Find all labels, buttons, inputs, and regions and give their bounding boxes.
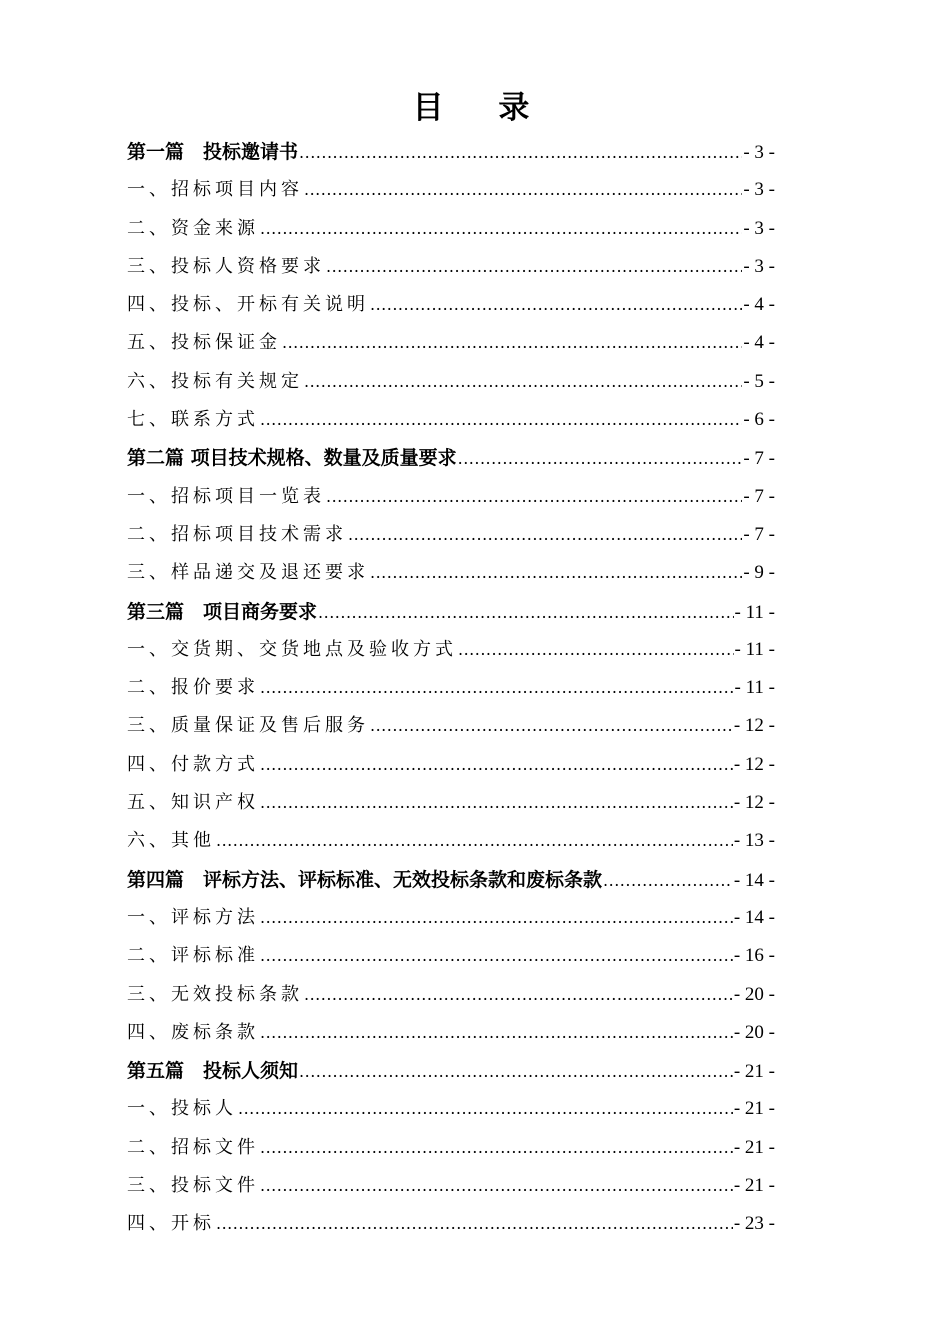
toc-entry-part[interactable] [127, 593, 775, 631]
toc-dot-leader [304, 363, 742, 401]
toc-entry-label: 四、废标条款 [127, 1021, 259, 1043]
toc-entry-page-number: - 14 - [733, 869, 775, 891]
toc-entry-section[interactable] [127, 822, 775, 860]
toc-entry-page-number: - 5 - [743, 370, 775, 392]
toc-entry-section[interactable] [127, 1129, 775, 1167]
toc-entry-page-number: - 3 - [743, 142, 775, 163]
toc-entry-section[interactable] [127, 1090, 775, 1128]
toc-dot-leader [260, 746, 733, 784]
toc-dot-leader [370, 286, 742, 324]
toc-entry-label: 二、招标项目技术需求 [127, 523, 347, 545]
toc-entry-page-number: - 3 - [743, 179, 775, 201]
toc-entry-page-number: - 9 - [743, 562, 775, 584]
toc-entry-page-number: - 21 - [733, 1098, 775, 1120]
toc-dot-leader [458, 631, 734, 669]
toc-entry-page-number: - 14 - [733, 906, 775, 928]
toc-entry-page-number: - 21 - [733, 1175, 775, 1197]
toc-entry-section[interactable] [127, 707, 775, 745]
toc-dot-leader [370, 554, 742, 592]
toc-entry-page-number: - 6 - [743, 409, 775, 431]
toc-dot-leader [299, 1053, 733, 1091]
toc-entry-page-number: - 12 - [733, 753, 775, 775]
toc-entry-page-number: - 12 - [733, 792, 775, 814]
toc-entry-page-number: - 20 - [733, 1021, 775, 1043]
toc-dot-leader [260, 899, 733, 937]
toc-entry-section[interactable] [127, 1167, 775, 1205]
toc-entry-page-number: - 7 - [743, 523, 775, 545]
toc-entry-label: 四、付款方式 [127, 753, 259, 775]
toc-entry-section[interactable] [127, 324, 775, 362]
toc-dot-leader [326, 248, 742, 286]
toc-entry-part[interactable] [127, 861, 775, 899]
toc-entry-label: 一、交货期、交货地点及验收方式 [127, 638, 457, 660]
toc-entry-label: 六、其他 [127, 830, 215, 852]
toc-dot-leader [304, 171, 742, 209]
toc-entry-label: 二、招标文件 [127, 1136, 259, 1158]
toc-entry-label: 一、评标方法 [127, 906, 259, 928]
toc-entry-section[interactable] [127, 899, 775, 937]
toc-entry-section[interactable] [127, 210, 775, 248]
toc-dot-leader [603, 862, 733, 900]
toc-entry-page-number: - 4 - [743, 294, 775, 316]
toc-entry-page-number: - 12 - [733, 715, 775, 737]
toc-entry-label: 三、样品递交及退还要求 [127, 562, 369, 584]
toc-entry-page-number: - 16 - [733, 945, 775, 967]
toc-entry-section[interactable] [127, 171, 775, 209]
toc-entry-label: 三、无效投标条款 [127, 983, 303, 1005]
toc-entry-page-number: - 3 - [743, 217, 775, 239]
toc-entry-label: 二、报价要求 [127, 677, 259, 699]
toc-dot-leader [260, 669, 734, 707]
toc-title: 目 录 [412, 90, 552, 126]
toc-entry-label: 六、投标有关规定 [127, 370, 303, 392]
toc-dot-leader [260, 1167, 733, 1205]
toc-entry-label: 一、投标人 [127, 1098, 237, 1120]
toc-entry-label: 第四篇 评标方法、评标标准、无效投标条款和废标条款 [127, 868, 603, 891]
toc-entry-section[interactable] [127, 976, 775, 1014]
toc-dot-leader [318, 594, 734, 632]
toc-entry-label: 第五篇 投标人须知 [127, 1060, 299, 1083]
toc-entry-page-number: - 11 - [734, 677, 775, 699]
toc-entry-section[interactable] [127, 554, 775, 592]
toc-dot-leader [260, 784, 733, 822]
toc-entry-part[interactable] [127, 1052, 775, 1090]
toc-entry-section[interactable] [127, 631, 775, 669]
toc-dot-leader [216, 1205, 733, 1243]
toc-entry-section[interactable] [127, 286, 775, 324]
toc-dot-leader [299, 134, 742, 172]
toc-entry-label: 第三篇 项目商务要求 [127, 600, 318, 623]
toc-entry-page-number: - 4 - [743, 332, 775, 354]
toc-entry-label: 二、资金来源 [127, 217, 259, 239]
toc-entry-label: 第二篇 项目技术规格、数量及质量要求 [127, 447, 457, 470]
toc-entry-label: 二、评标标准 [127, 945, 259, 967]
toc-entry-page-number: - 7 - [743, 485, 775, 507]
toc-entry-part[interactable] [127, 133, 775, 171]
toc-dot-leader [260, 1129, 733, 1167]
toc-entry-section[interactable] [127, 937, 775, 975]
toc-dot-leader [216, 822, 733, 860]
toc-entry-label: 一、招标项目内容 [127, 179, 303, 201]
toc-dot-leader [348, 516, 742, 554]
toc-entry-label: 四、开标 [127, 1213, 215, 1235]
toc-entry-label: 三、质量保证及售后服务 [127, 715, 369, 737]
toc-entry-page-number: - 11 - [734, 601, 775, 623]
toc-entry-section[interactable] [127, 363, 775, 401]
toc-entry-label: 三、投标文件 [127, 1175, 259, 1197]
toc-entry-section[interactable] [127, 401, 775, 439]
toc-entry-label: 五、投标保证金 [127, 332, 281, 354]
toc-entry-section[interactable] [127, 1014, 775, 1052]
toc-entry-label: 五、知识产权 [127, 792, 259, 814]
toc-entry-section[interactable] [127, 784, 775, 822]
toc-list [127, 133, 775, 1244]
toc-entry-section[interactable] [127, 1205, 775, 1243]
toc-entry-section[interactable] [127, 248, 775, 286]
toc-dot-leader [260, 210, 742, 248]
toc-entry-section[interactable] [127, 478, 775, 516]
toc-entry-label: 七、联系方式 [127, 409, 259, 431]
toc-entry-section[interactable] [127, 516, 775, 554]
toc-entry-label: 三、投标人资格要求 [127, 255, 325, 277]
toc-dot-leader [458, 440, 743, 478]
toc-dot-leader [326, 478, 742, 516]
toc-entry-page-number: - 20 - [733, 983, 775, 1005]
toc-entry-page-number: - 7 - [743, 448, 775, 470]
toc-dot-leader [260, 937, 733, 975]
toc-entry-page-number: - 21 - [733, 1136, 775, 1158]
toc-entry-label: 一、招标项目一览表 [127, 485, 325, 507]
toc-dot-leader [304, 976, 733, 1014]
toc-dot-leader [282, 324, 742, 362]
toc-dot-leader [260, 1014, 733, 1052]
toc-entry-part[interactable] [127, 439, 775, 477]
toc-entry-label: 四、投标、开标有关说明 [127, 294, 369, 316]
toc-entry-label: 第一篇 投标邀请书 [127, 141, 299, 163]
toc-dot-leader [370, 707, 733, 745]
toc-entry-page-number: - 3 - [743, 255, 775, 277]
toc-entry-page-number: - 21 - [733, 1061, 775, 1083]
toc-entry-page-number: - 11 - [734, 638, 775, 660]
toc-dot-leader [238, 1090, 733, 1128]
toc-entry-section[interactable] [127, 746, 775, 784]
toc-entry-section[interactable] [127, 669, 775, 707]
toc-dot-leader [260, 401, 742, 439]
toc-entry-page-number: - 13 - [733, 830, 775, 852]
toc-entry-page-number: - 23 - [733, 1213, 775, 1235]
